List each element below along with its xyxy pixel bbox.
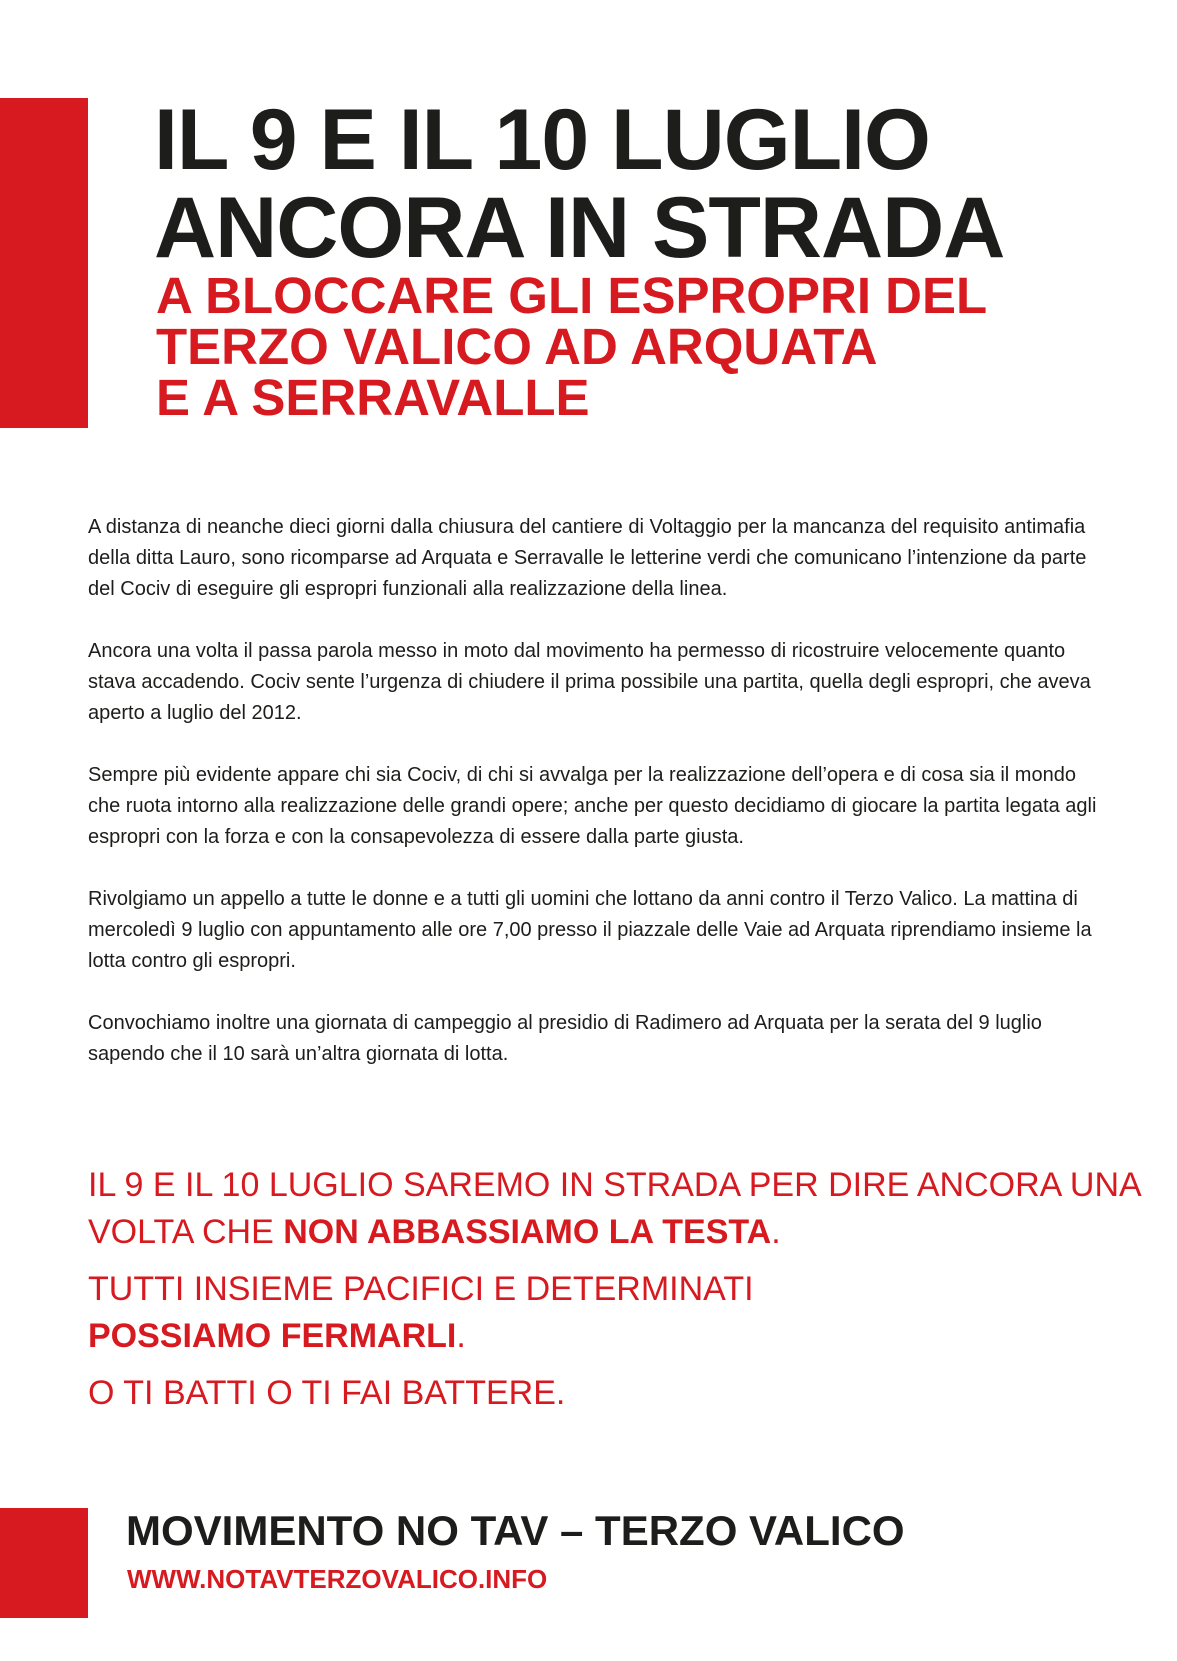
headline-line-1: IL 9 E IL 10 LUGLIO xyxy=(154,92,930,188)
headline-line-2: ANCORA IN STRADA xyxy=(154,180,1005,276)
subheadline-line-1: A BLOCCARE GLI ESPROPRI DEL xyxy=(156,267,988,324)
body-text xyxy=(88,512,1108,1101)
callout-line-2-bold: POSSIAMO FERMARLI xyxy=(88,1317,457,1355)
top-red-bar xyxy=(0,98,88,428)
body-paragraph-1: A distanza di neanche dieci giorni dalla chiusura del cantiere di Voltaggio per la mancanza del requisito antimafia della ditta Lauro, sono ricomparse ad Arquata e Serravalle le letterine verdi che comunicano l’intenzione da parte del Cociv di eseguire gli espropri funzionali alla realizzazione della linea. xyxy=(88,516,1087,600)
body-paragraph-5: Convochiamo inoltre una giornata di campeggio al presidio di Radimero ad Arquata per la serata del 9 luglio sapendo che il 10 sarà un’altra giornata di lotta. xyxy=(88,1012,1042,1065)
callout-line-1 xyxy=(88,1162,1148,1256)
bottom-red-bar xyxy=(0,1508,88,1618)
footer-title: MOVIMENTO NO TAV – TERZO VALICO xyxy=(126,1507,905,1554)
callout-line-1-text: IL 9 E IL 10 LUGLIO SAREMO IN STRADA PER DIRE ANCORA UNA VOLTA CHE xyxy=(88,1166,1140,1251)
headline xyxy=(154,92,1134,276)
callout-line-3: O TI BATTI O TI FAI BATTERE. xyxy=(88,1374,566,1412)
body-paragraph-3: Sempre più evidente appare chi sia Cociv, di chi si avvalga per la realizzazione dell’opera e di cosa sia il mondo che ruota intorno alla realizzazione delle grandi opere; anche per questo decidiamo di giocare la partita legata agli espropri con la forza e con la consapevolezza di essere dalla parte giusta. xyxy=(88,764,1097,848)
subheadline-line-2: TERZO VALICO AD ARQUATA xyxy=(156,318,878,375)
footer-url[interactable]: WWW.NOTAVTERZOVALICO.INFO xyxy=(127,1564,548,1594)
callout-line-1-end: . xyxy=(771,1213,781,1251)
callout-line-2-text: TUTTI INSIEME PACIFICI E DETERMINATI xyxy=(88,1270,754,1308)
callout-line-2 xyxy=(88,1266,1148,1360)
callout-line-1-bold: NON ABBASSIAMO LA TESTA xyxy=(283,1213,772,1251)
callout-line-2-end: . xyxy=(456,1317,466,1355)
body-paragraph-4: Rivolgiamo un appello a tutte le donne e a tutti gli uomini che lottano da anni contro il Terzo Valico. La mattina di mercoledì 9 luglio con appuntamento alle ore 7,00 presso il piazzale delle Vaie ad Arquata riprendiamo insieme la lotta contro gli espropri. xyxy=(88,888,1092,972)
subheadline xyxy=(156,267,1136,426)
subheadline-line-3: E A SERRAVALLE xyxy=(156,369,590,426)
body-paragraph-2: Ancora una volta il passa parola messo in moto dal movimento ha permesso di ricostruire velocemente quanto stava accadendo. Cociv sente l’urgenza di chiudere il prima possibile una partita, quella degli espropri, che aveva aperto a luglio del 2012. xyxy=(88,640,1091,724)
callout xyxy=(88,1162,1148,1427)
